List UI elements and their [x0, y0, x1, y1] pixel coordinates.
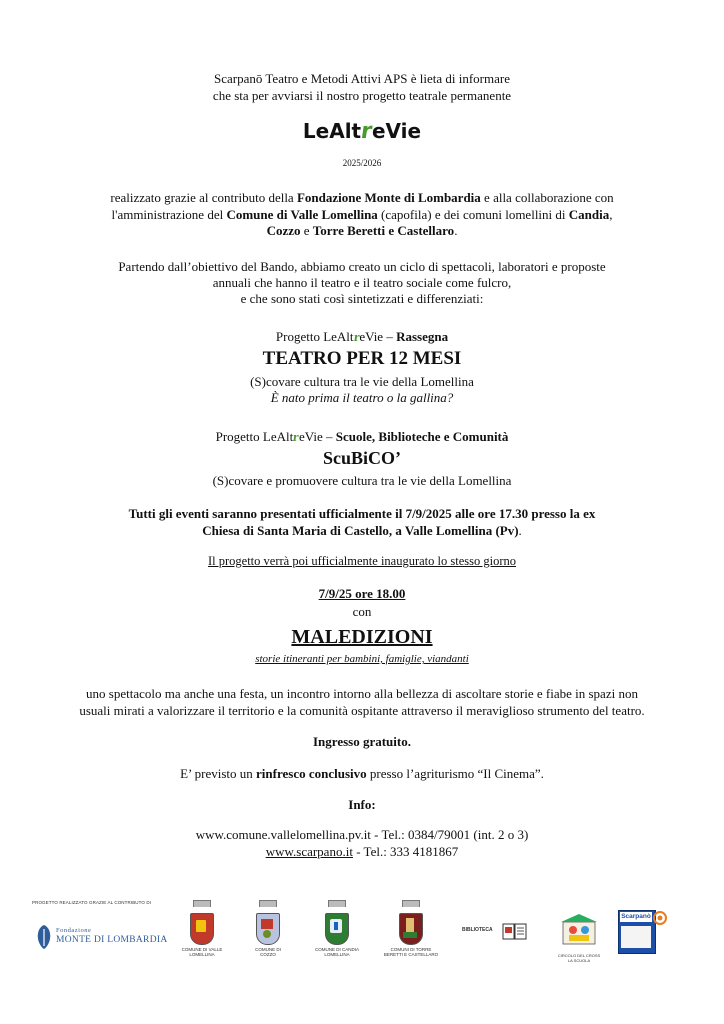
objective-line-3: e che sono stati così sintetizzati e differenziati: — [240, 291, 484, 306]
comune-torre-logo: COMUNI DI TORRE BERETTI E CASTELLARO — [382, 900, 440, 957]
description-line-1: uno spettacolo ma anche una festa, un incontro intorno alla bellezza di ascoltare storie e fiabe in spazi non — [86, 686, 638, 701]
show-subtitle: storie itineranti per bambini, famiglie, viandanti — [255, 653, 469, 665]
comune-torre: Torre Beretti e Castellaro — [312, 223, 455, 238]
coat-of-arms-icon — [399, 913, 423, 945]
comune-candia: Candia — [568, 207, 610, 222]
comune-candia-logo: COMUNE DI CANDIA LOMELLINA — [314, 900, 360, 957]
info-line-1: www.comune.vallelomellina.pv.it - Tel.: 0384/79001 (int. 2 o 3) — [195, 827, 529, 842]
children-drawing-icon — [555, 914, 603, 948]
coat-of-arms-icon — [190, 913, 214, 945]
presentation-line-2: Chiesa di Santa Maria di Castello, a Valle Lomellina (Pv). — [202, 523, 522, 538]
inauguration-note: Il progetto verrà poi ufficialmente inaugurato lo stesso giorno — [207, 554, 517, 568]
project2-title: ScuBiCO’ — [322, 448, 401, 468]
project2-heading: Progetto LeAltreVie – Scuole, Biblioteche e Comunità — [215, 429, 509, 444]
intro-line-2: che sta per avviarsi il nostro progetto teatrale permanente — [212, 88, 512, 103]
fondazione-name: Fondazione Monte di Lombardia — [296, 190, 481, 205]
book-icon — [502, 922, 528, 942]
comune-cozzo: Cozzo — [266, 223, 301, 238]
spiral-icon — [652, 910, 668, 926]
comune-valle: Comune di Valle Lomellina — [226, 207, 378, 222]
comune-website-link[interactable]: www.comune.vallelomellina.pv.it — [195, 827, 371, 842]
objective-line-1: Partendo dall’obiettivo del Bando, abbiamo creato un ciclo di spettacoli, laboratori e proposte — [118, 259, 606, 274]
season: 2025/2026 — [342, 158, 382, 168]
entry-free: Ingresso gratuito. — [313, 734, 411, 749]
scarpano-website-link[interactable]: www.scarpano.it — [265, 844, 353, 859]
scarpano-logo: Scarpanò — [618, 910, 668, 956]
objective-line-2: annuali che hanno il teatro e il teatro sociale come fulcro, — [212, 275, 512, 290]
comune-cozzo-logo: COMUNE DI COZZO — [248, 900, 288, 957]
brand-logo: LeAltreVie — [302, 119, 422, 144]
show-title: MALEDIZIONI — [291, 626, 433, 648]
support-line-3: Cozzo e Torre Beretti e Castellaro. — [266, 223, 458, 238]
coat-of-arms-icon — [256, 913, 280, 945]
intro-line-1: Scarpanō Teatro e Metodi Attivi APS è lieta di informare — [214, 71, 510, 86]
with-label: con — [352, 604, 372, 619]
project1-tagline: È nato prima il teatro o la gallina? — [270, 390, 454, 405]
support-line-2: l'amministrazione del Comune di Valle Lomellina (capofila) e dei comuni lomellini di Candia, — [111, 207, 613, 222]
comune-valle-logo: COMUNE DI VALLE LOMELLINA — [180, 900, 224, 957]
project1-heading: Progetto LeAltreVie – Rassegna — [275, 329, 449, 344]
project1-title: TEATRO PER 12 MESI — [262, 348, 462, 369]
fondazione-emblem-icon — [36, 924, 52, 950]
refreshment-line: E’ previsto un rinfresco conclusivo presso l’agriturismo “Il Cinema”. — [180, 766, 544, 781]
coat-of-arms-icon — [325, 913, 349, 945]
presentation-line-1: Tutti gli eventi saranno presentati ufficialmente il 7/9/2025 alle ore 17.30 presso la ex — [128, 506, 596, 521]
support-line-1: realizzato grazie al contributo della Fondazione Monte di Lombardia e alla collaborazione con — [110, 190, 614, 205]
info-label: Info: — [348, 797, 376, 812]
fondazione-logo: PROGETTO REALIZZATO GRAZIE AL CONTRIBUTO DI Fondazione MONTE DI LOMBARDIA — [32, 900, 162, 905]
info-line-2: www.scarpano.it - Tel.: 333 4181867 — [265, 844, 459, 859]
description-line-2: usuali mirati a valorizzare il territorio e la comunità ospitante attraverso il meraviglioso strumento del teatro. — [79, 703, 645, 718]
project2-subtitle: (S)covare e promuovere cultura tra le vie della Lomellina — [212, 473, 512, 488]
school-logo: CIRCOLO DEL CROSS LA SCUOLA — [555, 914, 603, 960]
project1-subtitle: (S)covare cultura tra le vie della Lomellina — [250, 374, 474, 389]
inauguration-datetime: 7/9/25 ore 18.00 — [318, 586, 406, 601]
sponsor-logos — [0, 900, 724, 970]
library-logo: BIBLIOTECA — [462, 922, 530, 944]
